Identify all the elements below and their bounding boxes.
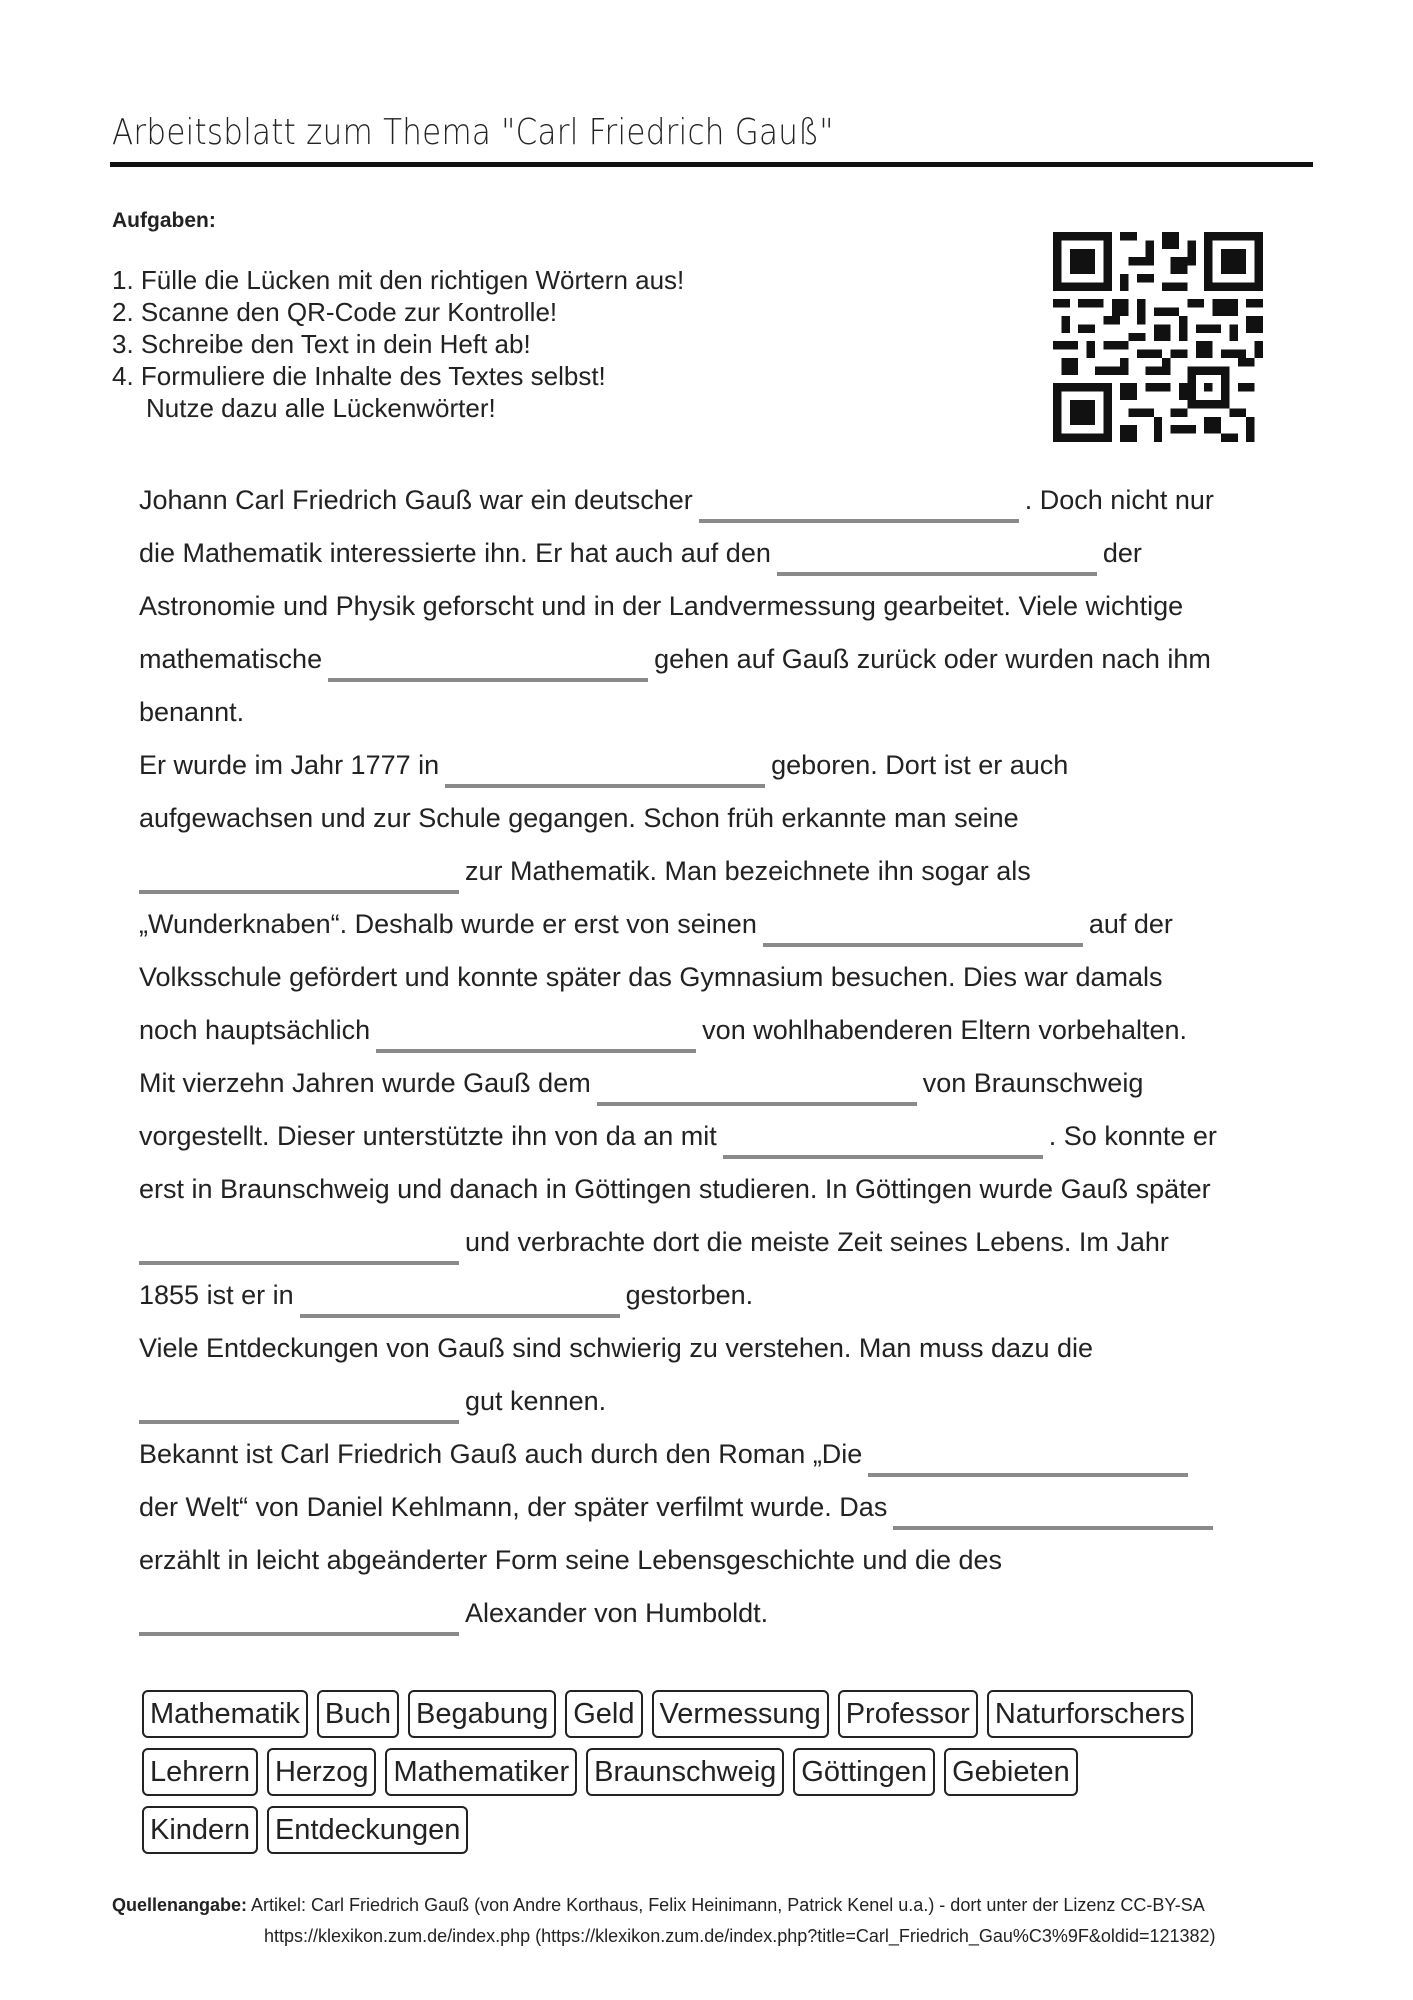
answer-blank[interactable] xyxy=(139,1632,459,1636)
word-card[interactable]: Braunschweig xyxy=(586,1748,784,1796)
text-segment: Viele Entdeckungen von Gauß sind schwierig zu verstehen. Man muss dazu die xyxy=(139,1333,1094,1363)
text-segment: vorgestellt. Dieser unterstützte ihn von da an mit xyxy=(139,1121,717,1151)
word-card[interactable]: Professor xyxy=(838,1690,978,1738)
word-card[interactable]: Buch xyxy=(317,1690,399,1738)
text-segment: zur Mathematik. Man bezeichnete ihn sogar als xyxy=(465,856,1031,886)
source-url[interactable]: https://klexikon.zum.de/index.php (https://klexikon.zum.de/index.php?title=Carl_Friedrich_Gau%C3%9F&oldid=121382) xyxy=(264,1926,1216,1946)
text-segment: Mit vierzehn Jahren wurde Gauß dem xyxy=(139,1068,591,1098)
text-segment: der Welt“ von Daniel Kehlmann, der später verfilmt wurde. Das xyxy=(139,1492,888,1522)
answer-blank[interactable] xyxy=(139,890,459,894)
text-segment: Er wurde im Jahr 1777 in xyxy=(139,750,440,780)
word-bank-row xyxy=(142,1748,1302,1806)
text-segment: die Mathematik interessierte ihn. Er hat auch auf den xyxy=(139,538,771,568)
text-segment: „Wunderknaben“. Deshalb wurde er erst von seinen xyxy=(139,909,757,939)
word-card[interactable]: Vermessung xyxy=(652,1690,829,1738)
text-segment: 1855 ist er in xyxy=(139,1280,294,1310)
text-segment: Volksschule gefördert und konnte später das Gymnasium besuchen. Dies war damals xyxy=(139,962,1163,992)
text-segment: aufgewachsen und zur Schule gegangen. Schon früh erkannte man seine xyxy=(139,803,1019,833)
text-segment: Alexander von Humboldt. xyxy=(465,1598,769,1628)
text-segment: . Doch nicht nur xyxy=(1024,485,1214,515)
word-card[interactable]: Mathematik xyxy=(142,1690,308,1738)
source-attribution xyxy=(112,1890,1216,1952)
text-segment: und verbrachte dort die meiste Zeit seines Lebens. Im Jahr xyxy=(465,1227,1169,1257)
answer-blank[interactable] xyxy=(445,784,765,788)
word-bank-row xyxy=(142,1806,1302,1864)
text-segment: auf der xyxy=(1088,909,1173,939)
text-segment: erst in Braunschweig und danach in Göttingen studieren. In Göttingen wurde Gauß später xyxy=(139,1174,1211,1204)
answer-blank[interactable] xyxy=(139,1261,459,1265)
source-text: Artikel: Carl Friedrich Gauß (von Andre Korthaus, Felix Heinimann, Patrick Kenel u.a.) - dort unter der Lizenz CC-BY-SA xyxy=(247,1895,1205,1915)
text-segment: benannt. xyxy=(139,697,245,727)
answer-blank[interactable] xyxy=(723,1155,1043,1159)
answer-blank[interactable] xyxy=(376,1049,696,1053)
word-card[interactable]: Mathematiker xyxy=(385,1748,577,1796)
text-segment: von Braunschweig xyxy=(922,1068,1144,1098)
word-card[interactable]: Kindern xyxy=(142,1806,258,1854)
text-segment: . So konnte er xyxy=(1048,1121,1217,1151)
text-segment: Astronomie und Physik geforscht und in der Landvermessung gearbeitet. Viele wichtige xyxy=(139,591,1184,621)
text-segment: noch hauptsächlich xyxy=(139,1015,371,1045)
answer-blank[interactable] xyxy=(893,1526,1213,1530)
qr-code-icon[interactable] xyxy=(1053,232,1263,442)
text-segment: von wohlhabenderen Eltern vorbehalten. xyxy=(702,1015,1188,1045)
text-segment: gut kennen. xyxy=(465,1386,607,1416)
source-label: Quellenangabe: xyxy=(112,1895,248,1915)
word-bank xyxy=(142,1690,1302,1864)
page-title: Arbeitsblatt zum Thema "Carl Friedrich Gauß" xyxy=(112,112,834,153)
word-card[interactable]: Göttingen xyxy=(793,1748,935,1796)
text-segment: gestorben. xyxy=(625,1280,754,1310)
word-card[interactable]: Lehrern xyxy=(142,1748,258,1796)
answer-blank[interactable] xyxy=(597,1102,917,1106)
answer-blank[interactable] xyxy=(763,943,1083,947)
text-segment: Bekannt ist Carl Friedrich Gauß auch durch den Roman „Die xyxy=(139,1439,863,1469)
task-item: 3. Schreibe den Text in dein Heft ab! xyxy=(112,329,531,359)
word-card[interactable]: Entdeckungen xyxy=(267,1806,468,1854)
task-list xyxy=(112,264,684,424)
task-item: Nutze dazu alle Lückenwörter! xyxy=(146,393,496,423)
text-segment: Johann Carl Friedrich Gauß war ein deutscher xyxy=(139,485,693,515)
word-card[interactable]: Geld xyxy=(565,1690,642,1738)
word-card[interactable]: Naturforschers xyxy=(987,1690,1193,1738)
task-item: 2. Scanne den QR-Code zur Kontrolle! xyxy=(112,297,558,327)
answer-blank[interactable] xyxy=(139,1420,459,1424)
answer-blank[interactable] xyxy=(300,1314,620,1318)
text-segment: erzählt in leicht abgeänderter Form seine Lebensgeschichte und die des xyxy=(139,1545,1003,1575)
title-divider xyxy=(110,162,1313,167)
word-bank-row xyxy=(142,1690,1302,1748)
word-card[interactable]: Begabung xyxy=(408,1690,556,1738)
text-segment: der xyxy=(1102,538,1142,568)
text-segment: mathematische xyxy=(139,644,323,674)
cloze-text xyxy=(139,474,1299,1640)
answer-blank[interactable] xyxy=(328,678,648,682)
text-segment: geboren. Dort ist er auch xyxy=(771,750,1069,780)
task-item: 1. Fülle die Lücken mit den richtigen Wörtern aus! xyxy=(112,265,685,295)
task-item: 4. Formuliere die Inhalte des Textes selbst! xyxy=(112,361,606,391)
text-segment: gehen auf Gauß zurück oder wurden nach ihm xyxy=(654,644,1211,674)
word-card[interactable]: Herzog xyxy=(267,1748,377,1796)
word-card[interactable]: Gebieten xyxy=(944,1748,1078,1796)
tasks-heading: Aufgaben: xyxy=(112,209,216,232)
answer-blank[interactable] xyxy=(777,572,1097,576)
answer-blank[interactable] xyxy=(868,1473,1188,1477)
answer-blank[interactable] xyxy=(699,519,1019,523)
